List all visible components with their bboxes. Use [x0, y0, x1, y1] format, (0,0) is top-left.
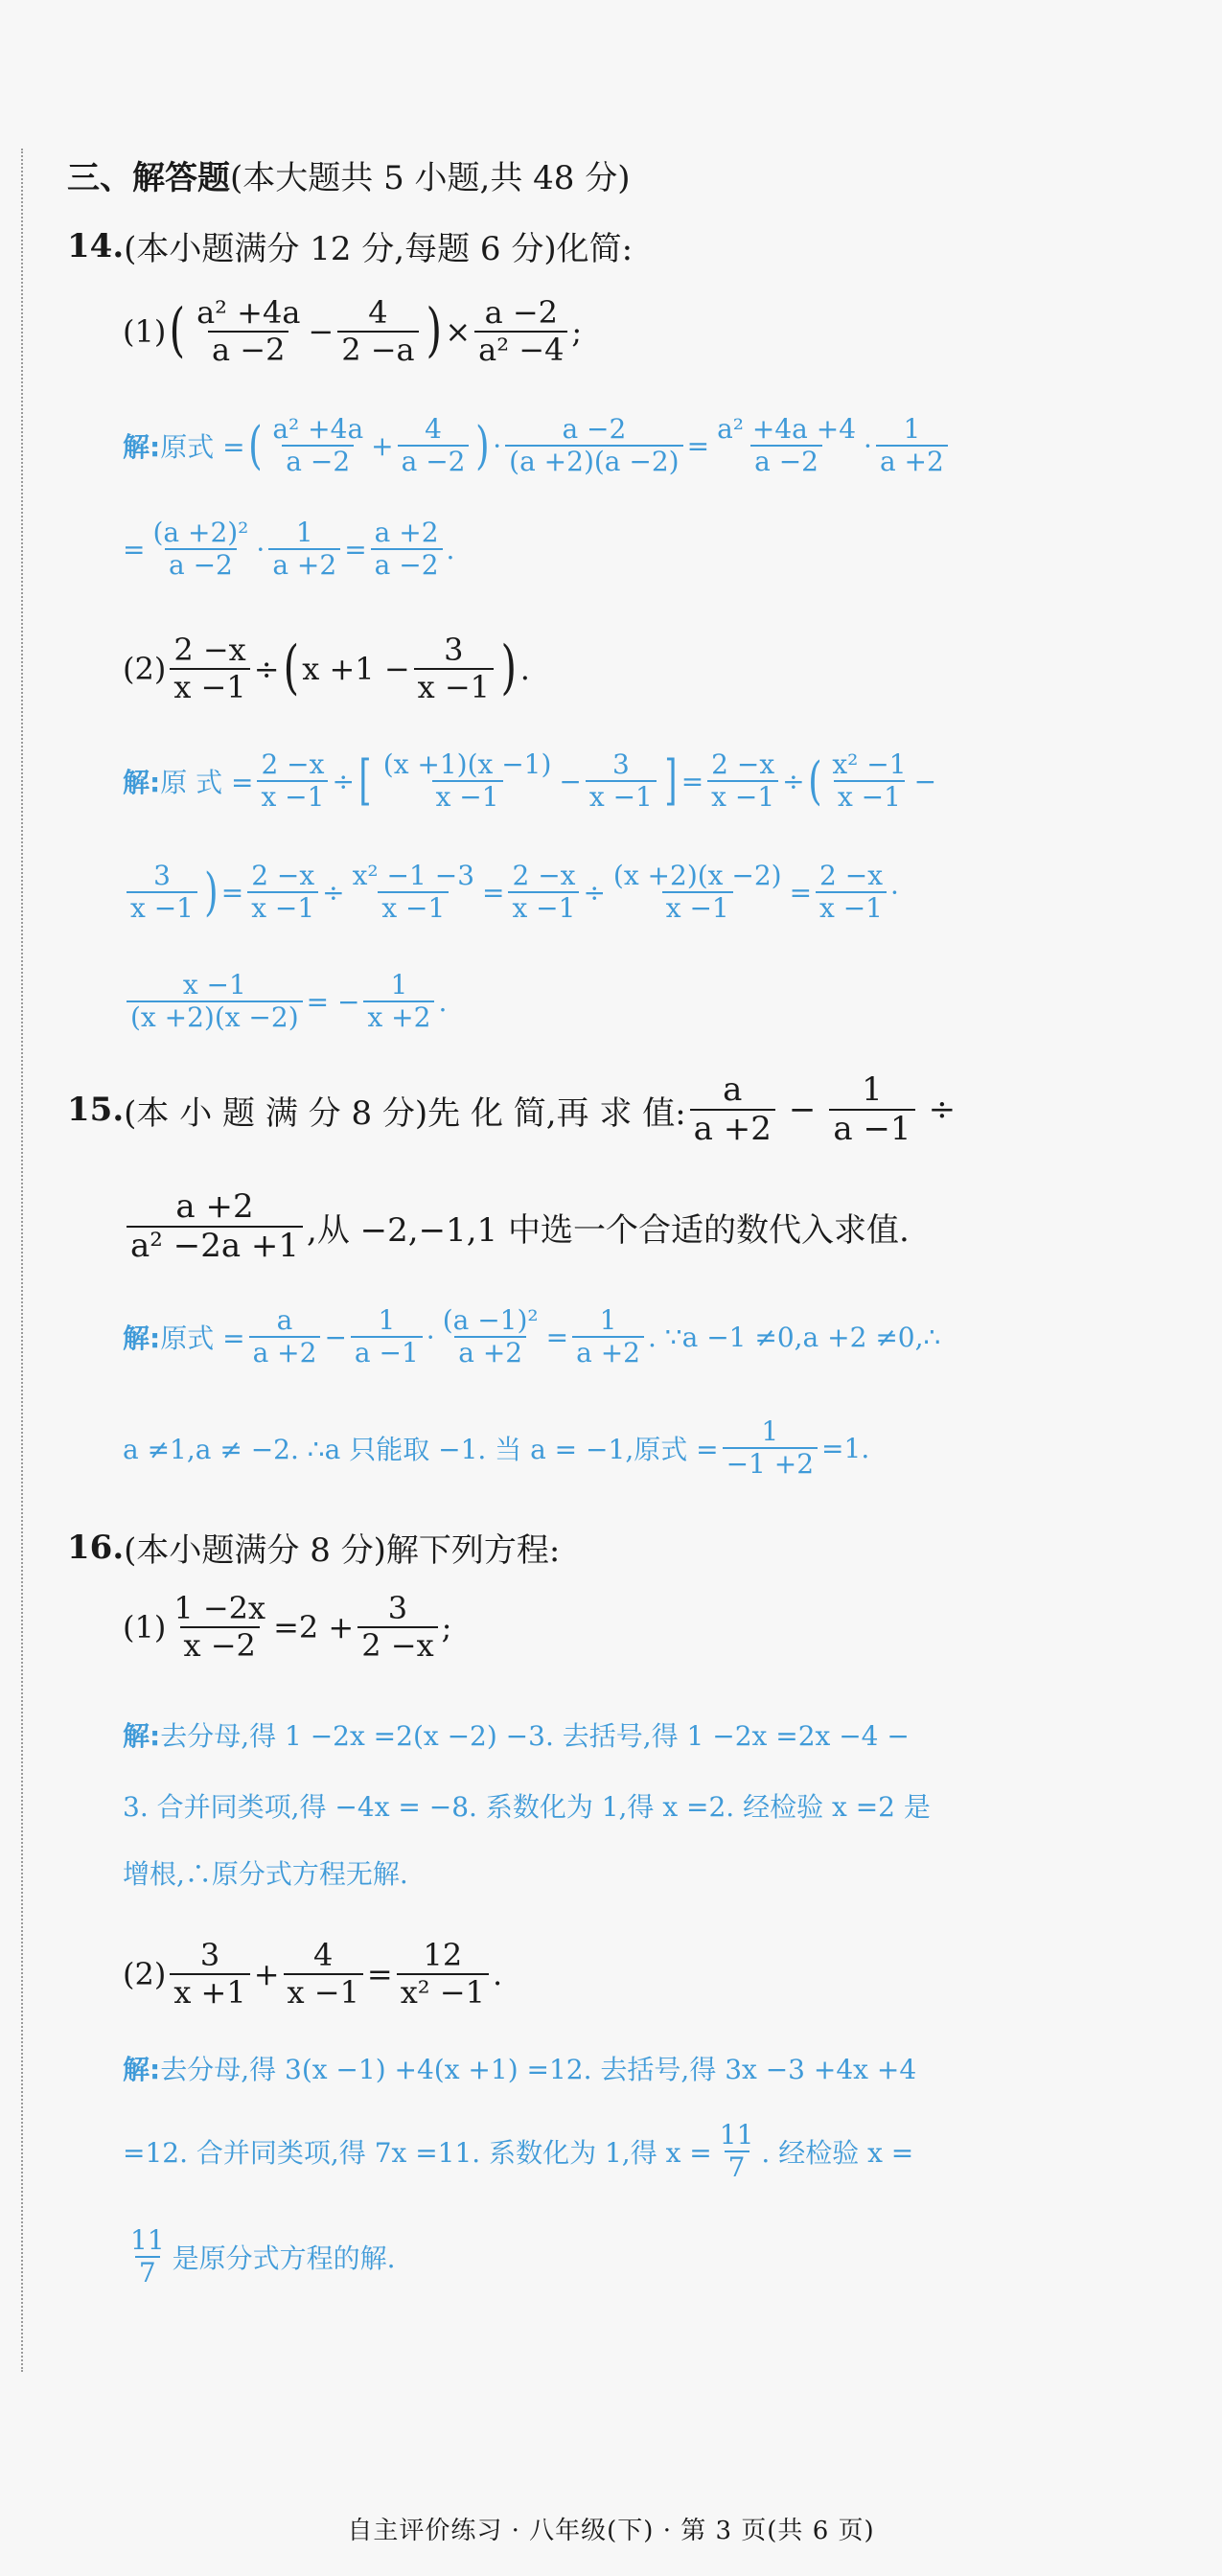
fraction	[816, 861, 887, 924]
math-text: a +2	[249, 1336, 321, 1368]
math-text: (x +2)(x −2)	[127, 1000, 303, 1033]
fraction	[357, 1591, 437, 1664]
q16-solution2-line3	[123, 2225, 396, 2288]
math-text: (a −1)²	[442, 1304, 539, 1336]
fraction	[363, 970, 434, 1033]
math-text: +	[253, 1955, 280, 1992]
math-text: a +2	[175, 1187, 254, 1226]
q16-p2-label: (2)	[123, 1955, 167, 1992]
q16-part1	[123, 1591, 451, 1664]
math-text: −	[913, 765, 937, 797]
bracket-glyph: (	[169, 297, 186, 365]
q16-part2	[123, 1938, 502, 2011]
fraction	[127, 970, 303, 1033]
math-text: (a +2)²	[152, 517, 249, 548]
fraction	[572, 1305, 644, 1368]
solution-label: 解:	[123, 431, 161, 464]
bracket-glyph: (	[807, 750, 822, 811]
math-text: a +2	[690, 1109, 775, 1148]
fraction	[268, 414, 367, 477]
math-text: ÷	[782, 765, 805, 797]
fraction	[127, 861, 197, 924]
q14-solution2-line3	[123, 970, 447, 1033]
math-text: .	[519, 650, 530, 687]
math-text: (x +1)(x −1)	[382, 748, 552, 780]
math-text: a −2	[750, 445, 822, 477]
math-text: 4	[313, 1937, 334, 1973]
math-text: a +2	[876, 445, 948, 477]
fraction	[249, 1305, 321, 1368]
fraction	[610, 861, 786, 924]
math-text: 2 −x	[357, 1626, 437, 1664]
q14-solution2-line2	[123, 861, 899, 924]
math-text: a +2	[268, 548, 340, 581]
math-text: x −1	[170, 668, 249, 705]
math-text: x −1	[127, 891, 197, 924]
q14-solution1-line2	[123, 518, 454, 581]
math-text: ·	[493, 429, 502, 462]
math-text: 2 −x	[261, 748, 325, 780]
math-text: a −1	[351, 1336, 423, 1368]
math-text: . ∵a −1 ≠0,a +2 ≠0,∴	[648, 1321, 941, 1353]
math-text: 去分母,得 1 −2x =2(x −2) −3. 去括号,得 1 −2x =2x −4 −	[160, 1720, 910, 1752]
page-footer: 自主评价练习 · 八年级(下) · 第 3 页(共 6 页)	[347, 2517, 875, 2545]
fraction	[380, 749, 556, 813]
math-text: a² −2a +1	[127, 1226, 303, 1265]
math-text: =1.	[821, 1432, 870, 1464]
math-text: 增根,∴原分式方程无解.	[123, 1858, 408, 1890]
math-text: x −1	[414, 668, 494, 705]
fraction	[474, 295, 567, 368]
math-text: 1	[761, 1415, 779, 1447]
math-text: =	[482, 876, 505, 908]
math-text: (a +2)(a −2)	[505, 445, 682, 477]
math-text: ·	[890, 876, 899, 908]
math-text: a ≠1,a ≠ −2. ∴a 只能取 −1. 当 a = −1,原式 =	[123, 1434, 719, 1466]
fraction	[508, 861, 579, 924]
math-text: x² −1	[832, 748, 907, 780]
math-text: x −1	[257, 780, 328, 813]
fraction	[257, 749, 328, 813]
q16-solution2-line1	[123, 2049, 916, 2087]
math-text: 2 −x	[819, 860, 883, 891]
math-text: x +1 −	[302, 650, 410, 687]
q16-solution1-line1	[123, 1715, 910, 1754]
math-text: =	[680, 765, 704, 797]
math-text: ÷	[583, 876, 606, 908]
math-text: = −	[306, 985, 360, 1018]
math-text: . 经检验 x =	[761, 2137, 914, 2170]
fraction	[193, 295, 304, 368]
math-text: x −1	[284, 1973, 363, 2011]
q14-solution1-line1	[123, 414, 952, 477]
bracket-glyph: ]	[664, 749, 678, 813]
math-text: ·	[256, 533, 265, 565]
fraction	[284, 1938, 363, 2011]
q14-number: 14.	[67, 226, 125, 265]
math-text: (x +2)(x −2)	[612, 860, 782, 891]
math-text: x −1	[182, 969, 246, 1000]
bracket-glyph: )	[500, 634, 518, 702]
bracket-glyph: )	[204, 862, 219, 922]
math-text: −	[559, 765, 582, 797]
math-text: a −2	[398, 445, 470, 477]
math-text: 3	[199, 1937, 220, 1973]
math-text: =	[545, 1321, 569, 1353]
math-text: =12. 合并同类项,得 7x =11. 系数化为 1,得 x =	[123, 2137, 712, 2170]
math-text: 1	[295, 517, 313, 548]
math-text: 2 −a	[337, 331, 418, 368]
bracket-glyph: [	[358, 749, 372, 813]
math-text: a	[276, 1304, 293, 1336]
math-text: 1	[599, 1304, 617, 1336]
math-text: +	[371, 429, 394, 462]
math-text: a² +4a	[272, 413, 364, 445]
fraction	[170, 632, 249, 705]
math-text: x +2	[363, 1000, 434, 1033]
math-text: ÷	[928, 1091, 957, 1130]
math-text: 3	[387, 1590, 408, 1626]
math-text: 1	[390, 969, 408, 1000]
fraction	[414, 632, 494, 705]
math-text: 3	[153, 860, 171, 891]
math-text: a +2	[374, 517, 439, 548]
fraction	[149, 518, 252, 581]
math-text: a −2	[371, 548, 443, 581]
math-text: a −2	[208, 331, 288, 368]
math-text: .	[446, 533, 455, 565]
math-text: a² +4a +4	[717, 413, 857, 445]
math-text: 3	[611, 748, 630, 780]
q14-header	[67, 222, 633, 269]
q14-p2-label: (2)	[123, 650, 167, 687]
math-text: .	[492, 1955, 503, 1992]
fraction	[828, 749, 910, 813]
math-text: 11	[719, 2119, 754, 2150]
math-text: x −1	[586, 780, 657, 813]
math-text: =	[344, 533, 367, 565]
section-note: (本大题共 5 小题,共 48 分)	[230, 159, 631, 197]
q16-p1-label: (1)	[123, 1608, 167, 1645]
math-text: ÷	[322, 876, 345, 908]
math-text: a −2	[282, 445, 354, 477]
q15-stem-line2	[123, 1188, 910, 1265]
fraction	[170, 1938, 249, 2011]
q16-solution2-line2	[123, 2120, 913, 2183]
fraction	[127, 1188, 303, 1265]
fraction	[716, 2120, 758, 2183]
solution-label: 解:	[123, 2054, 161, 2085]
q16-solution1-line3	[123, 1853, 408, 1892]
math-text: a +2	[572, 1336, 644, 1368]
math-text: 4	[368, 294, 388, 331]
math-text: x +1	[170, 1973, 249, 2011]
fraction	[713, 414, 860, 477]
solution-label: 解:	[123, 1322, 161, 1355]
fraction	[371, 518, 443, 581]
math-text: 去分母,得 3(x −1) +4(x +1) =12. 去括号,得 3x −3 +4x +4	[160, 2054, 917, 2085]
q15-solution-line2	[123, 1416, 869, 1480]
math-text: 7	[135, 2256, 160, 2288]
bracket-glyph: (	[247, 415, 263, 475]
math-text: =	[123, 533, 146, 565]
math-text: a −1	[829, 1109, 914, 1148]
fraction	[127, 2225, 169, 2288]
math-text: =	[686, 429, 710, 462]
math-text: −1 +2	[723, 1447, 818, 1480]
fraction	[829, 1071, 914, 1148]
fraction	[337, 295, 418, 368]
q16-number: 16.	[67, 1528, 125, 1567]
math-text: 1	[378, 1304, 396, 1336]
math-text: ;	[441, 1608, 452, 1645]
q16-stem: (本小题满分 8 分)解下列方程:	[124, 1531, 561, 1570]
math-text: =	[220, 876, 244, 908]
math-text: a +2	[454, 1336, 526, 1368]
math-text: =2 +	[273, 1608, 355, 1645]
math-text: ,从 −2,−1,1 中选一个合适的数代入求值.	[307, 1210, 910, 1250]
math-text: 是原分式方程的解.	[172, 2242, 396, 2275]
fraction	[349, 861, 478, 924]
q14-solution2-line1	[123, 749, 936, 813]
math-text: 7	[725, 2150, 749, 2183]
math-text: x −1	[816, 891, 887, 924]
q16-header	[67, 1524, 560, 1571]
math-text: −	[788, 1091, 817, 1130]
math-text: x −1	[662, 891, 733, 924]
math-text: 2 −x	[173, 632, 246, 668]
fraction	[439, 1305, 542, 1368]
fraction	[247, 861, 318, 924]
math-text: 12	[423, 1937, 463, 1973]
math-text: 11	[130, 2224, 165, 2256]
math-text: ×	[445, 312, 472, 350]
section-title: 三、解答题	[67, 159, 230, 197]
fraction	[268, 518, 340, 581]
math-text: x −1	[247, 891, 318, 924]
fraction	[397, 1938, 489, 2011]
bracket-glyph: (	[283, 634, 299, 702]
q15-number: 15.	[67, 1091, 125, 1130]
fraction	[505, 414, 682, 477]
solution-label: 解:	[123, 1720, 161, 1752]
math-text: a −2	[484, 294, 558, 331]
math-text: 1	[862, 1070, 883, 1109]
math-text: ;	[571, 312, 583, 350]
q15-header	[67, 1071, 956, 1148]
fraction	[690, 1071, 775, 1148]
math-text: =	[366, 1955, 393, 1992]
math-text: 1	[903, 413, 921, 445]
math-text: x² −1 −3	[352, 860, 475, 891]
math-text: x −1	[432, 780, 503, 813]
math-text: 2 −x	[251, 860, 315, 891]
fraction	[170, 1591, 269, 1664]
math-text: 原 式 =	[160, 767, 254, 799]
q14-p1-label: (1)	[123, 312, 167, 350]
math-text: 原式 =	[160, 1322, 245, 1355]
fraction	[723, 1416, 818, 1480]
math-text: =	[789, 876, 813, 908]
math-text: ÷	[253, 650, 280, 687]
math-text: 3	[444, 632, 464, 668]
math-text: x −1	[508, 891, 579, 924]
math-text: ·	[426, 1321, 435, 1353]
math-text: −	[308, 312, 334, 350]
math-text: 4	[425, 413, 442, 445]
math-text: 2 −x	[512, 860, 576, 891]
math-text: a −2	[562, 413, 627, 445]
q16-solution1-line2	[123, 1786, 931, 1825]
math-text: x −1	[834, 780, 905, 813]
q15-stem: (本 小 题 满 分 8 分)先 化 简,再 求 值:	[124, 1093, 686, 1133]
fraction	[707, 749, 778, 813]
math-text: a² −4	[474, 331, 567, 368]
q14-part1	[123, 295, 582, 368]
math-text: x −2	[180, 1626, 260, 1664]
bracket-glyph: )	[475, 415, 491, 475]
math-text: ·	[864, 429, 872, 462]
fraction	[586, 749, 657, 813]
math-text: ÷	[332, 765, 355, 797]
math-text: x −1	[378, 891, 449, 924]
q14-part2	[123, 632, 530, 705]
bracket-glyph: )	[426, 297, 442, 365]
solution-label: 解:	[123, 767, 161, 799]
section-header	[67, 151, 630, 198]
math-text: 3. 合并同类项,得 −4x = −8. 系数化为 1,得 x =2. 经检验 x =2 是	[123, 1791, 931, 1823]
math-text: a	[723, 1070, 743, 1109]
math-text: 原式 =	[160, 431, 245, 464]
math-text: .	[438, 985, 448, 1018]
math-text: x −1	[707, 780, 778, 813]
math-text: x² −1	[397, 1973, 489, 2011]
math-text: −	[324, 1321, 347, 1353]
math-text: a −2	[165, 548, 237, 581]
q15-solution-line1	[123, 1305, 940, 1368]
q14-stem: (本小题满分 12 分,每题 6 分)化简:	[124, 230, 634, 268]
math-text: 2 −x	[711, 748, 775, 780]
fraction	[398, 414, 470, 477]
fraction	[876, 414, 948, 477]
math-text: a² +4a	[196, 294, 301, 331]
fraction	[351, 1305, 423, 1368]
math-text: 1 −2x	[173, 1590, 266, 1626]
binding-margin-line	[21, 149, 23, 2372]
